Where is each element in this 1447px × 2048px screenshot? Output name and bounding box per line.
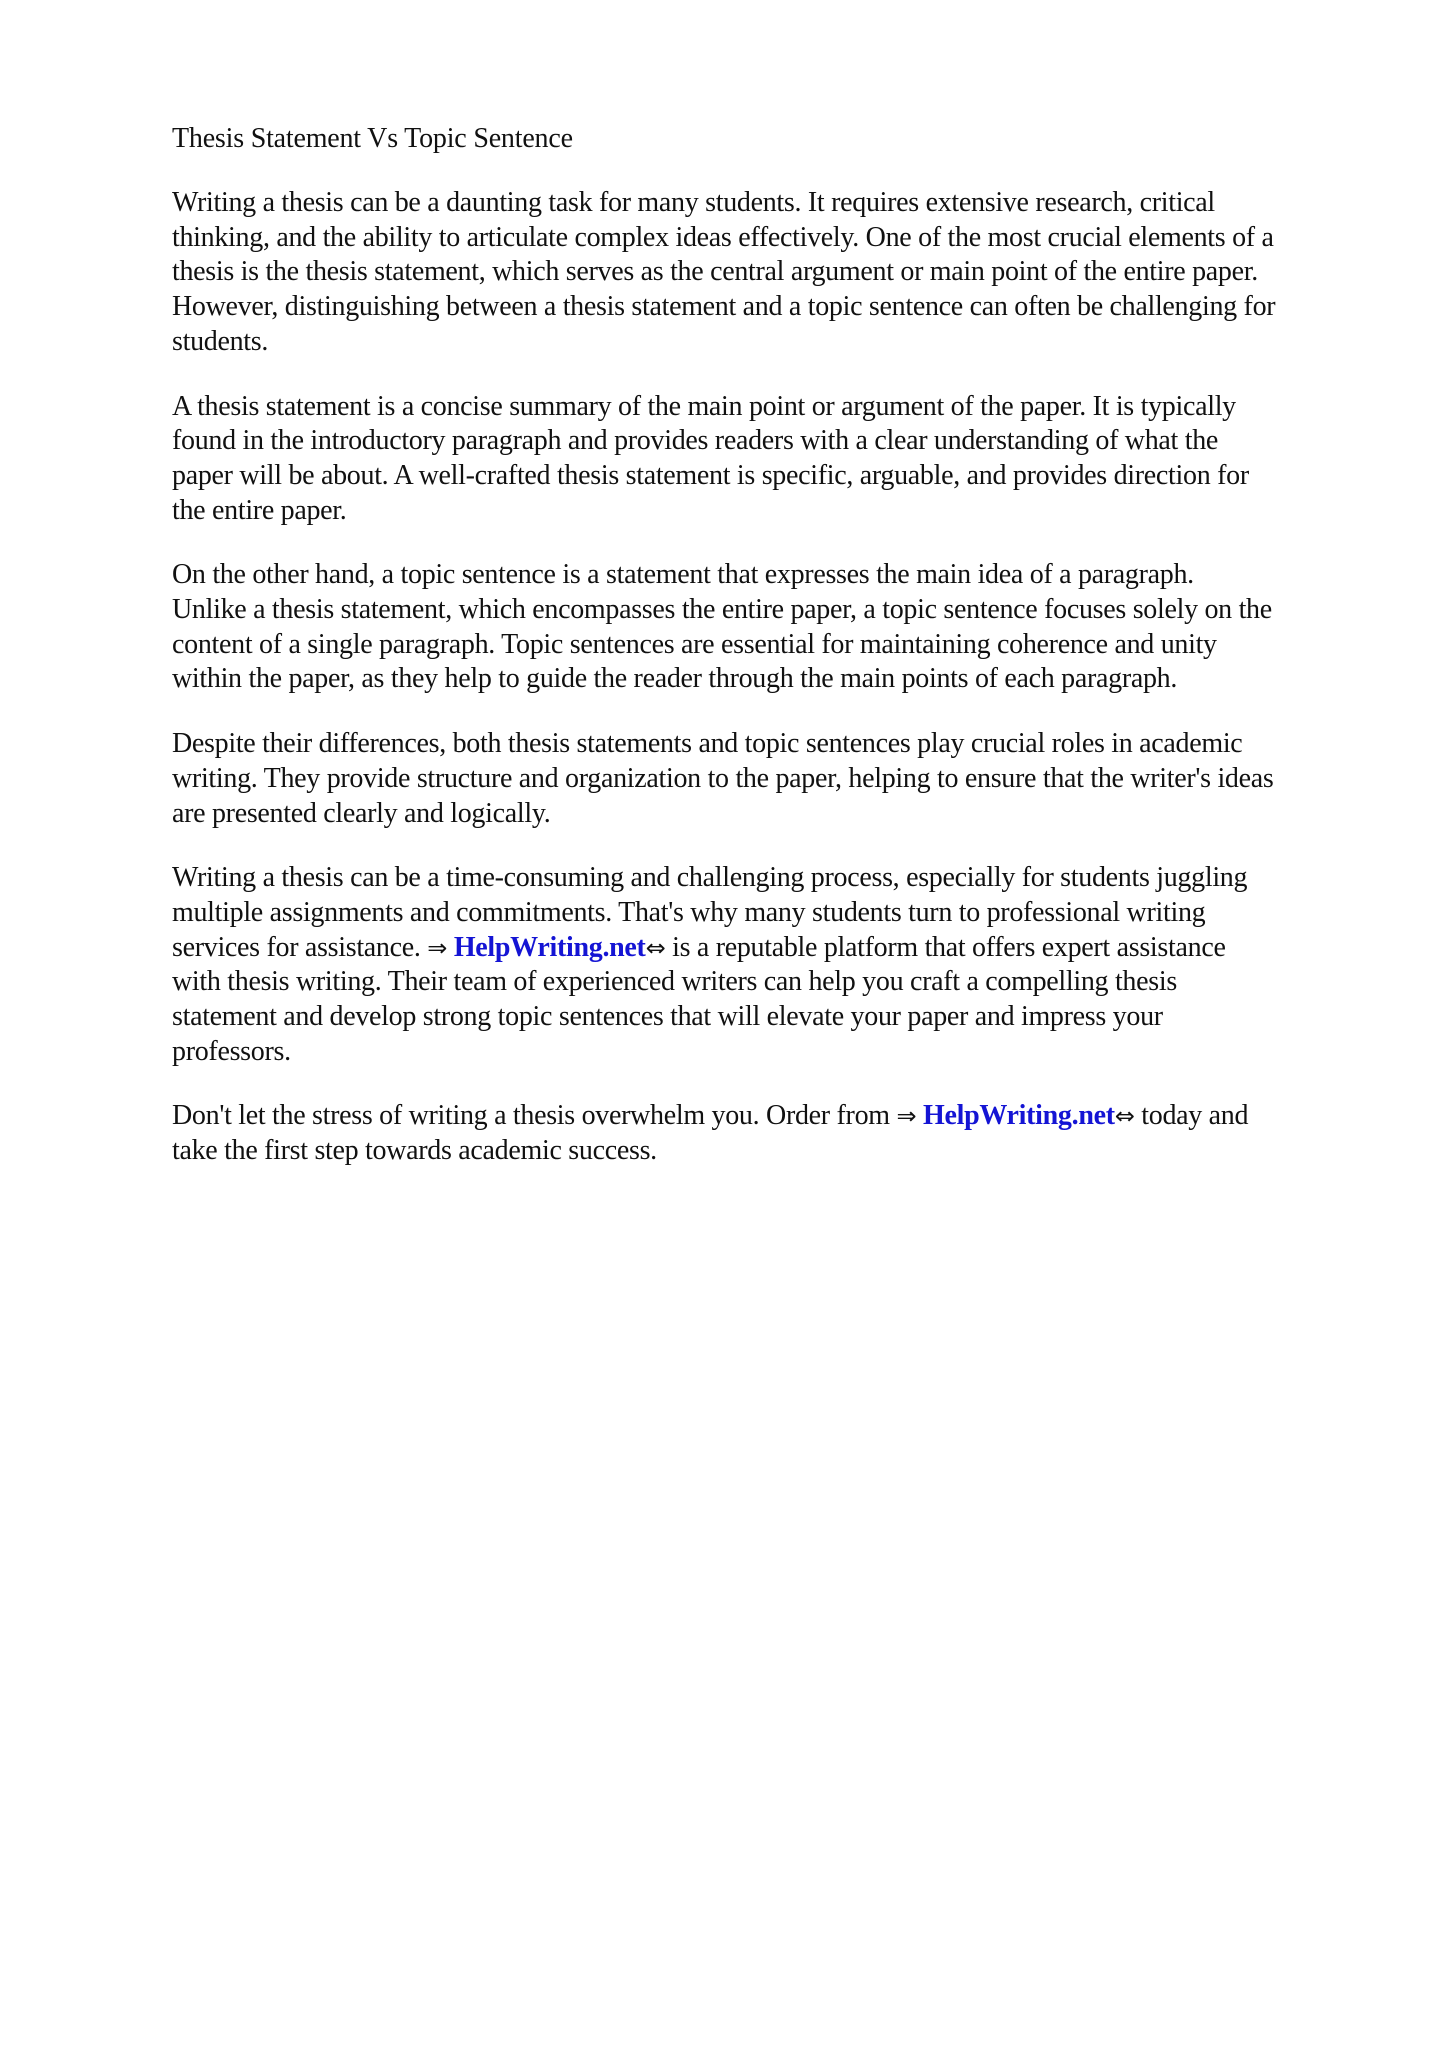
- text-line: However, distinguishing between a thesis statement and a topic sentence can often be challenging for: [172, 291, 1276, 323]
- text-line: [172, 1099, 1382, 1134]
- text-line: with thesis writing. Their team of experienced writers can help you craft a compelling thesis: [172, 966, 1177, 998]
- paragraph: [172, 186, 1382, 360]
- text-line: Writing a thesis can be a time-consuming and challenging process, especially for students juggling: [172, 862, 1248, 894]
- text-line: found in the introductory paragraph and provides readers with a clear understanding of what the: [172, 425, 1219, 457]
- text-line: Despite their differences, both thesis statements and topic sentences play crucial roles in academic: [172, 728, 1243, 760]
- text-segment: Don't let the stress of writing a thesis overwhelm you. Order from: [172, 1100, 897, 1132]
- text-line: multiple assignments and commitments. That's why many students turn to professional writing: [172, 896, 1206, 928]
- helpwriting-link[interactable]: HelpWriting.net: [922, 1100, 1115, 1132]
- paragraph-closing: [172, 1099, 1382, 1168]
- paragraph: [172, 558, 1382, 697]
- text-line: statement and develop strong topic sentences that will elevate your paper and impress your: [172, 1001, 1163, 1033]
- text-line: professors.: [172, 1035, 291, 1067]
- text-line: the entire paper.: [172, 494, 347, 526]
- paragraph: [172, 390, 1382, 529]
- text-line: are presented clearly and logically.: [172, 797, 551, 829]
- text-line: Unlike a thesis statement, which encompasses the entire paper, a topic sentence focuses solely on the: [172, 594, 1272, 626]
- arrow-right-icon: ⇒: [427, 933, 448, 962]
- document-title: Thesis Statement Vs Topic Sentence: [172, 123, 573, 154]
- text-line: Writing a thesis can be a daunting task for many students. It requires extensive research, critical: [172, 187, 1215, 218]
- paragraph-service: [172, 861, 1382, 1069]
- arrow-right-icon: ⇒: [896, 1102, 917, 1131]
- text-segment: is a reputable platform that offers expert assistance: [665, 931, 1226, 963]
- text-line: take the first step towards academic success.: [172, 1135, 657, 1167]
- text-line: A thesis statement is a concise summary of the main point or argument of the paper. It is typically: [172, 390, 1236, 422]
- text-line: thinking, and the ability to articulate complex ideas effectively. One of the most crucial elements of a: [172, 221, 1274, 253]
- text-line: writing. They provide structure and organization to the paper, helping to ensure that the writer's ideas: [172, 762, 1274, 794]
- text-line: On the other hand, a topic sentence is a statement that expresses the main idea of a paragraph.: [172, 559, 1194, 591]
- arrow-both-icon: ⇔: [1114, 1102, 1135, 1131]
- paragraph: [172, 727, 1382, 831]
- arrow-both-icon: ⇔: [645, 933, 666, 962]
- text-line: students.: [172, 325, 269, 357]
- text-line: [172, 931, 1382, 966]
- text-line: content of a single paragraph. Topic sentences are essential for maintaining coherence and unity: [172, 628, 1217, 660]
- text-line: within the paper, as they help to guide the reader through the main points of each paragraph.: [172, 663, 1178, 695]
- document-page: [172, 121, 1382, 1199]
- text-line: paper will be about. A well-crafted thesis statement is specific, arguable, and provides direction for: [172, 459, 1249, 491]
- text-line: thesis is the thesis statement, which serves as the central argument or main point of the entire paper.: [172, 256, 1258, 288]
- text-segment: services for assistance.: [172, 931, 428, 963]
- text-segment: today and: [1134, 1100, 1249, 1132]
- helpwriting-link[interactable]: HelpWriting.net: [453, 931, 646, 963]
